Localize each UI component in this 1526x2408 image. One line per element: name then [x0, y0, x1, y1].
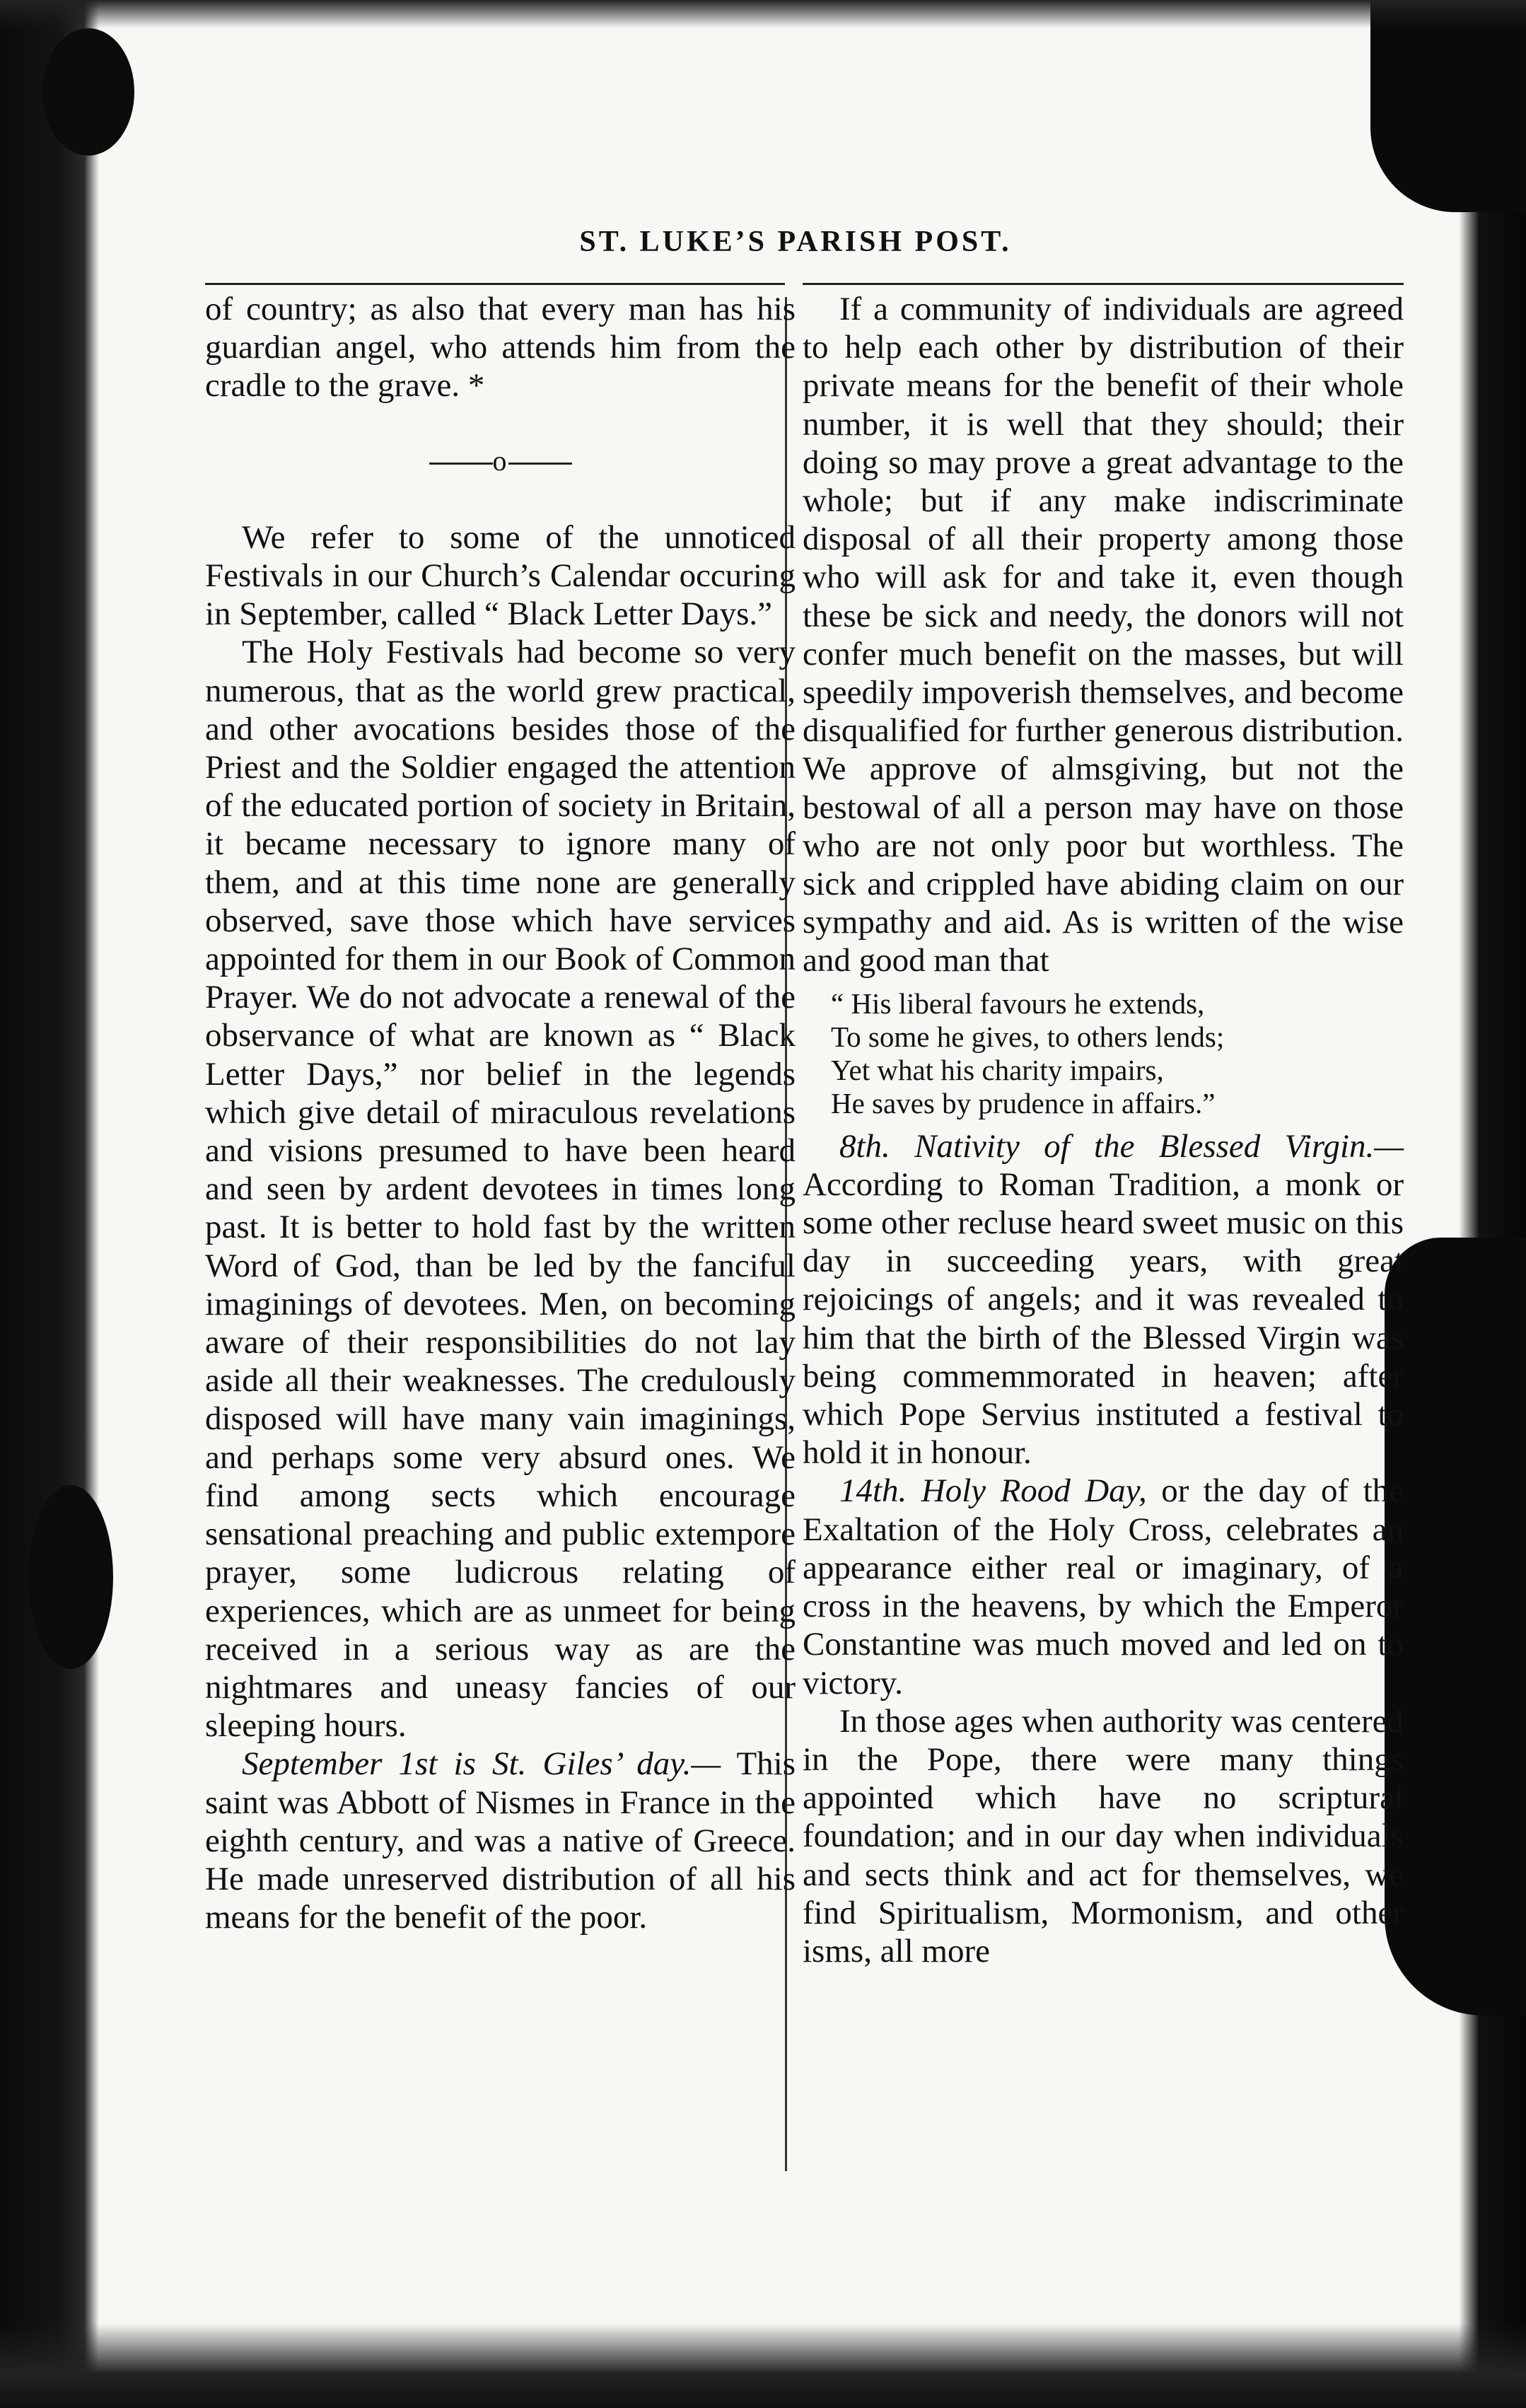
running-title: ST. LUKE’S PARISH POST.: [579, 226, 1012, 258]
scan-blot: [28, 1485, 113, 1669]
nativity-paragraph: [803, 1127, 1404, 1472]
st-giles-paragraph: [205, 1745, 796, 1936]
holy-festivals-paragraph: The Holy Festivals had become so very numerous, that as the world grew practical, and other avocations besides those of the Priest and the Soldier engaged the attention of the educated portion of society in Britain, it became necessary to ignore many of them, and at this time none are generally observed, save those which have services appointed for them in our Book of Common Prayer. We do not advocate a renewal of the observance of what are known as “ Black Letter Days,” nor belief in the legends which give detail of miraculous revelations and visions presumed to have been heard and seen by ardent devotees in times long past. It is better to hold fast by the written Word of God, than be led by the fanciful imaginings of devotees. Men, on becoming aware of their responsibilities do not lay aside all their weaknesses. The credulously disposed will have many vain imaginings, and perhaps some very absurd ones. We find among sects which encourage sensational preaching and public extempore prayer, some ludicrous relating of experiences, which are as unmeet for being received in a serious way as are the nightmares and uneasy fancies of our sleeping hours.: [205, 634, 796, 1745]
st-giles-text: This saint was Abbott of Nismes in France in the eighth century, and was a native of Greece. He made unreserved distribution of all his means for the benefit of the poor.: [205, 1745, 796, 1936]
continuation-paragraph: of country; as also that every man has his guardian angel, who attends him from the cradle to the grave. *: [205, 291, 796, 405]
holy-rood-text: or the day of the Exaltation of the Holy Cross, celebrates an appearance either real or imaginary, of a cross in the heavens, by which the Emperor Constantine was much moved and led on to victory.: [803, 1472, 1404, 1702]
nativity-heading: 8th. Nativity of the Blessed Virgin.—: [839, 1127, 1404, 1165]
holy-rood-paragraph: [803, 1472, 1404, 1702]
divider-mark: o: [492, 444, 508, 477]
holy-rood-heading: Holy Rood Day,: [921, 1472, 1147, 1510]
verse-line: “ His liberal favours he extends,: [831, 987, 1205, 1020]
scan-blot: [42, 28, 134, 156]
verse-line: To some he gives, to others lends;: [831, 1020, 1225, 1053]
header-rule-right: [803, 283, 1404, 285]
charity-paragraph: If a community of individuals are agreed to help each other by distribution of their private means for the benefit of their whole number, it is well that they should; their doing so may prove a great advantage to the whole; but if any make indiscriminate disposal of all their property among those who will ask for and take it, even though these be sick and needy, the donors will not confer much benefit on the masses, but will speedily impoverish themselves, and become disqualified for further generous distribution. We approve of almsgiving, but not the bestowal of all a person may have on those who are not only poor but worthless. The sick and crippled have abiding claim on our sympathy and aid. As is written of the wise and good man that: [803, 291, 1404, 979]
intro-paragraph: We refer to some of the unnoticed Festivals in our Church’s Calendar occuring in September, called “ Black Letter Days.”: [205, 518, 796, 633]
left-column: [205, 290, 796, 1936]
nativity-text: According to Roman Tradition, a monk or some other recluse heard sweet music on this day in succeeding years, with great rejoicings of angels; and it was revealed to him that the birth of the Blessed Virgin was being commemmorated in heaven; after which Pope Servius instituted a festival to hold it in honour.: [803, 1165, 1404, 1472]
verse-line: Yet what his charity impairs,: [831, 1053, 1164, 1086]
scan-margin-left: [0, 0, 99, 2408]
closing-paragraph: In those ages when authority was centered in the Pope, there were many things appointed which have no scriptural foundation; and in our day when individuals and sects think and act for themselves, we find Spiritualism, Mormonism, and other isms, all more: [803, 1702, 1404, 1970]
verse-quotation: [831, 987, 1404, 1120]
st-giles-heading: September 1st is St. Giles’ day.—: [242, 1745, 721, 1783]
verse-line: He saves by prudence in affairs.”: [831, 1086, 1216, 1119]
section-divider: [205, 442, 796, 480]
scan-margin-right: [1459, 0, 1526, 2408]
header-rule-left: [205, 283, 785, 285]
right-column: [803, 290, 1404, 1970]
holy-rood-date: 14th.: [839, 1472, 907, 1510]
newspaper-page: [163, 0, 1428, 2408]
